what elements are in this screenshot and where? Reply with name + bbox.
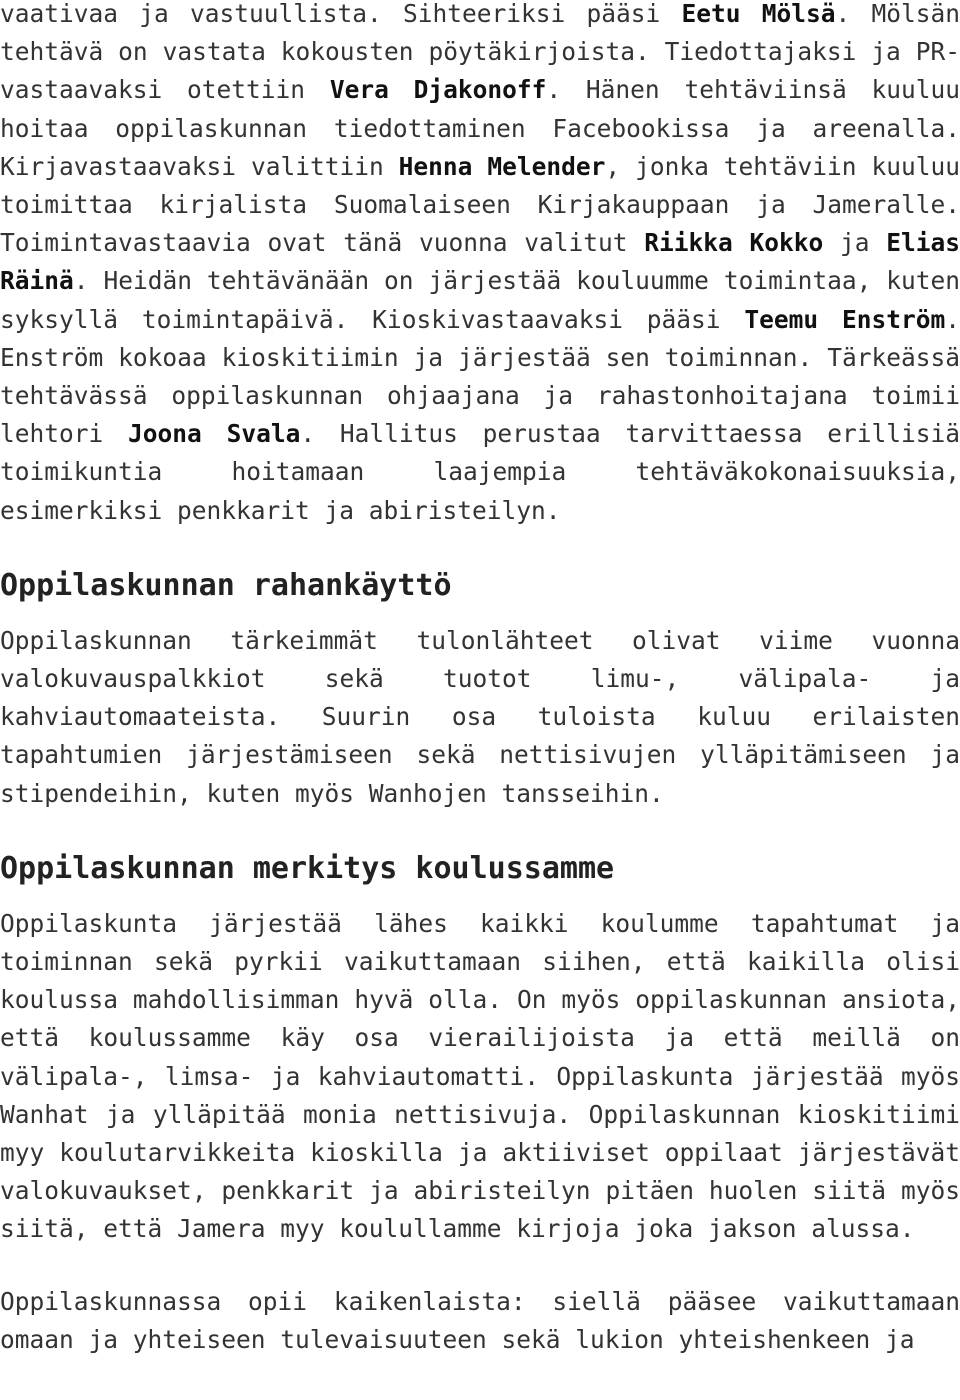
- paragraph-text: vaativaa ja vastuullista. Sihteeriksi pääsi: [0, 0, 682, 28]
- paragraph-text: . Mölsän tehtävä on vastata kokousten pöytäkirjoista. Tiedottajaksi ja PR-vastaavaksi otettiin: [0, 0, 960, 105]
- paragraph-text: . Enström kokoaa kioskitiimin ja järjestää sen toiminnan. Tärkeässä tehtävässä oppilaskunnan ohjaajana ja rahastonhoitajana toimii lehtori: [0, 304, 960, 449]
- paragraph-spending: Oppilaskunnan tärkeimmät tulonlähteet olivat viime vuonna valokuvauspalkkiot sekä tuotot limu-, välipala- ja kahviautomaateista. Suurin osa tuloista kuluu erilaisten tapahtumien järjestämiseen sekä nettisivujen ylläpitämiseen ja stipendeihin, kuten myös Wanhojen tansseihin.: [0, 625, 960, 808]
- person-name: Eetu Mölsä: [681, 0, 836, 28]
- heading-significance: Oppilaskunnan merkitys koulussamme: [0, 850, 615, 886]
- paragraph-significance: Oppilaskunta järjestää lähes kaikki koulumme tapahtumat ja toiminnan sekä pyrkii vaikuttamaan siihen, että kaikilla olisi koulussa mahdollisimman hyvä olla. On myös oppilaskunnan ansiota, että koulussamme käy osa vierailijoista ja että meillä on välipala-, limsa- ja kahviautomatti. Oppilaskunta järjestää myös Wanhat ja ylläpitää monia nettisivuja. Oppilaskunnan kioskitiimi myy koulutarvikkeita kioskilla ja aktiiviset oppilaat järjestävät valokuvaukset, penkkarit ja abiristeilyn pitäen huolen siitä myös siitä, että Jamera myy koulullamme kirjoja joka jakson alussa.: [0, 908, 960, 1244]
- person-name: Joona Svala: [128, 419, 301, 449]
- paragraph-text: , jonka tehtäviin kuuluu toimittaa kirjalista Suomalaiseen Kirjakauppaan ja Jameralle. Toimintavastaavia ovat tänä vuonna valitut: [0, 151, 960, 258]
- paragraph-text: . Heidän tehtävänään on järjestää kouluumme toimintaa, kuten syksyllä toimintapäivä. Kioskivastaavaksi pääsi: [0, 266, 960, 334]
- heading-spending: Oppilaskunnan rahankäyttö: [0, 567, 452, 603]
- paragraph-learning: Oppilaskunnassa opii kaikenlaista: siellä pääsee vaikuttamaan omaan ja yhteiseen tulevaisuuteen sekä lukion yhteishenkeen ja: [0, 1286, 960, 1354]
- person-name: Teemu Enström: [744, 304, 946, 334]
- paragraph-text: . Hallitus perustaa tarvittaessa erillisiä toimikuntia hoitamaan laajempia tehtäväkokonaisuuksia, esimerkiksi penkkarit ja abiristeilyn.: [0, 419, 960, 525]
- person-name: Henna Melender: [398, 151, 606, 181]
- paragraph-board-members: [0, 0, 960, 530]
- paragraph-text: ja: [823, 228, 887, 258]
- paragraph-text: . Hänen tehtäviinsä kuuluu hoitaa oppilaskunnan tiedottaminen Facebookissa ja areenalla. Kirjavastaavaksi valittiin: [0, 75, 960, 181]
- person-name: Elias Räinä: [0, 228, 960, 296]
- person-name: Riikka Kokko: [644, 228, 824, 258]
- person-name: Vera Djakonoff: [329, 75, 547, 105]
